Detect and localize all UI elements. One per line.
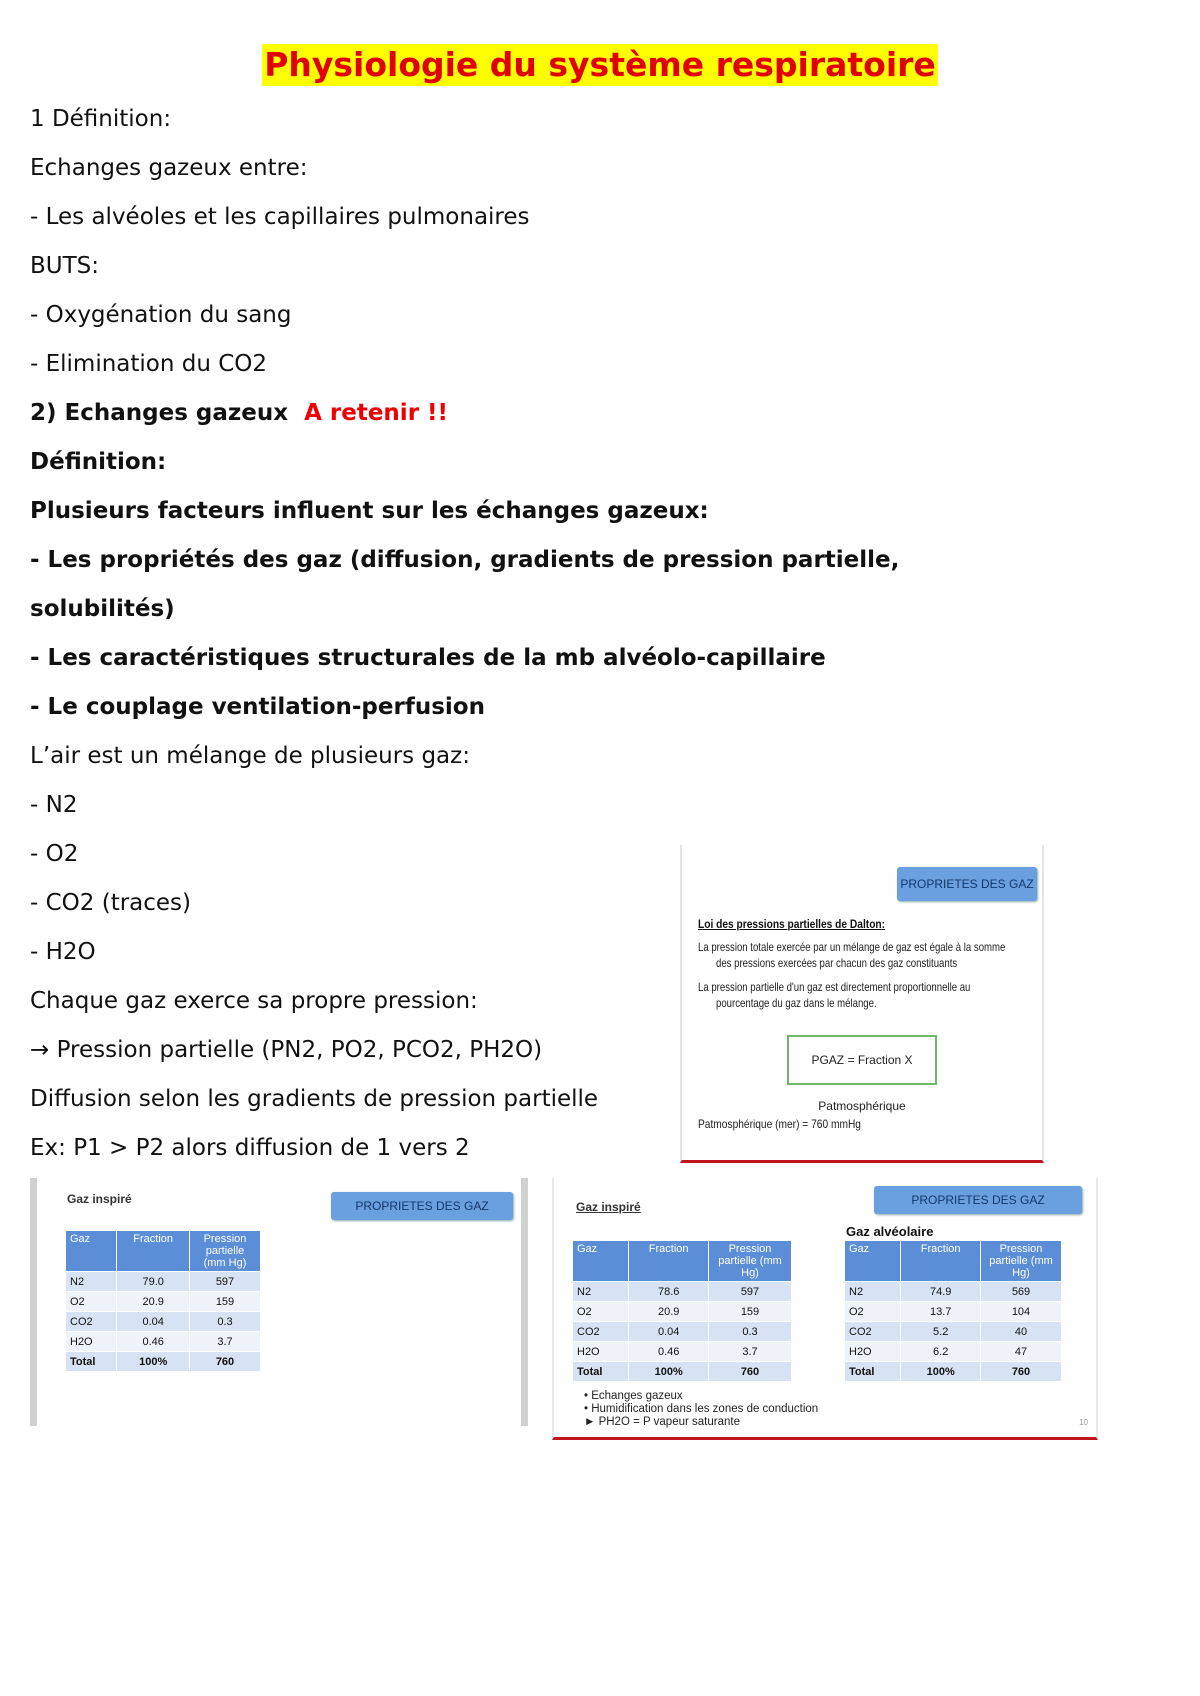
text-line: → Pression partielle (PN2, PO2, PCO2, PH2O) xyxy=(30,1037,543,1063)
text-line: BUTS: xyxy=(30,253,100,279)
table-cell: 0.04 xyxy=(117,1312,190,1332)
text-line: 1 Définition: xyxy=(30,106,172,132)
retain-note: A retenir !! xyxy=(304,400,449,426)
table-cell: 3.7 xyxy=(709,1342,792,1362)
slide-text: des pressions exercées par chacun des gaz constituants xyxy=(716,956,958,970)
table-cell: H2O xyxy=(573,1342,629,1362)
table-row xyxy=(66,1352,261,1372)
text-line: Ex: P1 > P2 alors diffusion de 1 vers 2 xyxy=(30,1135,470,1161)
slide-page-number: 10 xyxy=(1079,1418,1088,1427)
table-cell: H2O xyxy=(66,1332,117,1352)
table-cell: 569 xyxy=(981,1282,1062,1302)
table-cell: 760 xyxy=(190,1352,261,1372)
table-cell: 0.46 xyxy=(117,1332,190,1352)
slide-text: La pression partielle d'un gaz est directement proportionnelle au xyxy=(698,980,971,994)
slide-gaz-alveolaire xyxy=(552,1178,1098,1440)
slide-badge: PROPRIETES DES GAZ xyxy=(874,1186,1082,1214)
table-row xyxy=(573,1282,792,1302)
formula-box: PGAZ = Fraction X Patmosphérique xyxy=(787,1035,937,1085)
table-header: Gaz xyxy=(573,1241,629,1282)
slide-text: pourcentage du gaz dans le mélange. xyxy=(716,996,877,1010)
table-cell: O2 xyxy=(66,1292,117,1312)
slide-label: Gaz inspiré xyxy=(67,1192,132,1206)
slide-badge: PROPRIETES DES GAZ xyxy=(331,1192,513,1220)
table-cell: Total xyxy=(845,1362,901,1382)
table-cell: 597 xyxy=(709,1282,792,1302)
gas-table-alveolaire xyxy=(844,1240,1062,1382)
table-row xyxy=(845,1302,1062,1322)
table-cell: Total xyxy=(573,1362,629,1382)
table-header: Fraction xyxy=(117,1231,190,1272)
table-cell: CO2 xyxy=(573,1322,629,1342)
text-line: - H2O xyxy=(30,939,96,965)
table-cell: 74.9 xyxy=(901,1282,981,1302)
table-row xyxy=(845,1322,1062,1342)
gas-table xyxy=(65,1230,261,1372)
slide-dalton xyxy=(680,845,1044,1163)
text-line: Echanges gazeux entre: xyxy=(30,155,308,181)
table-row xyxy=(573,1322,792,1342)
table-row xyxy=(66,1292,261,1312)
table-cell: 0.3 xyxy=(190,1312,261,1332)
table-header: Pression partielle (mm Hg) xyxy=(709,1241,792,1282)
table-cell: 159 xyxy=(190,1292,261,1312)
table-header: Fraction xyxy=(629,1241,709,1282)
table-cell: 13.7 xyxy=(901,1302,981,1322)
table-cell: 5.2 xyxy=(901,1322,981,1342)
text-line: Diffusion selon les gradients de pression partielle xyxy=(30,1086,599,1112)
text-line: Chaque gaz exerce sa propre pression: xyxy=(30,988,478,1014)
table-cell: O2 xyxy=(845,1302,901,1322)
table-header: Gaz xyxy=(845,1241,901,1282)
table-row xyxy=(845,1362,1062,1382)
text-line: - Les propriétés des gaz (diffusion, gradients de pression partielle, xyxy=(30,547,900,573)
table-cell: 100% xyxy=(117,1352,190,1372)
text-line: - Oxygénation du sang xyxy=(30,302,292,328)
alveolar-label: Gaz alvéolaire xyxy=(846,1224,934,1239)
table-row xyxy=(66,1332,261,1352)
title-wrap xyxy=(0,44,1200,86)
text-line: - O2 xyxy=(30,841,79,867)
page-title: Physiologie du système respiratoire xyxy=(264,45,936,84)
table-cell: N2 xyxy=(573,1282,629,1302)
atmospheric-pressure: Patmosphérique (mer) = 760 mmHg xyxy=(698,1117,861,1131)
slide-gaz-inspire xyxy=(30,1178,528,1426)
table-cell: 760 xyxy=(709,1362,792,1382)
table-cell: N2 xyxy=(845,1282,901,1302)
text-line: - N2 xyxy=(30,792,78,818)
table-cell: 760 xyxy=(981,1362,1062,1382)
bullet-item: • Echanges gazeux xyxy=(584,1390,683,1402)
table-row xyxy=(845,1342,1062,1362)
table-header: Fraction xyxy=(901,1241,981,1282)
table-cell: 20.9 xyxy=(629,1302,709,1322)
table-cell: 40 xyxy=(981,1322,1062,1342)
text-line: - Les alvéoles et les capillaires pulmonaires xyxy=(30,204,530,230)
table-cell: 0.3 xyxy=(709,1322,792,1342)
table-cell: 20.9 xyxy=(117,1292,190,1312)
slide-badge: PROPRIETES DES GAZ xyxy=(897,867,1037,901)
gas-table-inspire xyxy=(572,1240,792,1382)
table-cell: 79.0 xyxy=(117,1272,190,1292)
text-line: solubilités) xyxy=(30,596,175,622)
table-cell: 47 xyxy=(981,1342,1062,1362)
text-line: Plusieurs facteurs influent sur les échanges gazeux: xyxy=(30,498,709,524)
table-cell: CO2 xyxy=(845,1322,901,1342)
table-cell: H2O xyxy=(845,1342,901,1362)
bullet-item: • Humidification dans les zones de conduction xyxy=(584,1403,819,1415)
table-cell: 100% xyxy=(629,1362,709,1382)
table-cell: 6.2 xyxy=(901,1342,981,1362)
table-cell: 100% xyxy=(901,1362,981,1382)
table-cell: 78.6 xyxy=(629,1282,709,1302)
bullet-item: ► PH2O = P vapeur saturante xyxy=(584,1416,740,1428)
slide-label: Gaz inspiré xyxy=(576,1200,641,1214)
slide-text: La pression totale exercée par un mélange de gaz est égale à la somme xyxy=(698,940,1006,954)
section-heading xyxy=(30,399,448,427)
slide-heading: Loi des pressions partielles de Dalton: xyxy=(698,917,886,931)
slide-bullets xyxy=(584,1390,818,1429)
table-cell: 3.7 xyxy=(190,1332,261,1352)
table-row xyxy=(573,1302,792,1322)
text-line: Définition: xyxy=(30,449,167,475)
table-row xyxy=(66,1272,261,1292)
table-cell: 0.46 xyxy=(629,1342,709,1362)
table-cell: 159 xyxy=(709,1302,792,1322)
table-row xyxy=(845,1282,1062,1302)
table-header: Pression partielle (mm Hg) xyxy=(981,1241,1062,1282)
table-header: Pression partielle (mm Hg) xyxy=(190,1231,261,1272)
table-cell: O2 xyxy=(573,1302,629,1322)
table-cell: 597 xyxy=(190,1272,261,1292)
text-line: - Les caractéristiques structurales de la mb alvéolo-capillaire xyxy=(30,645,826,671)
table-cell: CO2 xyxy=(66,1312,117,1332)
table-row xyxy=(66,1312,261,1332)
text-line: L’air est un mélange de plusieurs gaz: xyxy=(30,743,470,769)
table-row xyxy=(573,1342,792,1362)
table-cell: Total xyxy=(66,1352,117,1372)
table-cell: N2 xyxy=(66,1272,117,1292)
table-row xyxy=(573,1362,792,1382)
text-line: - CO2 (traces) xyxy=(30,890,192,916)
table-cell: 0.04 xyxy=(629,1322,709,1342)
table-header: Gaz xyxy=(66,1231,117,1272)
section-heading-text: 2) Echanges gazeux xyxy=(30,400,289,426)
text-line: - Elimination du CO2 xyxy=(30,351,268,377)
table-cell: 104 xyxy=(981,1302,1062,1322)
text-line: - Le couplage ventilation-perfusion xyxy=(30,694,485,720)
